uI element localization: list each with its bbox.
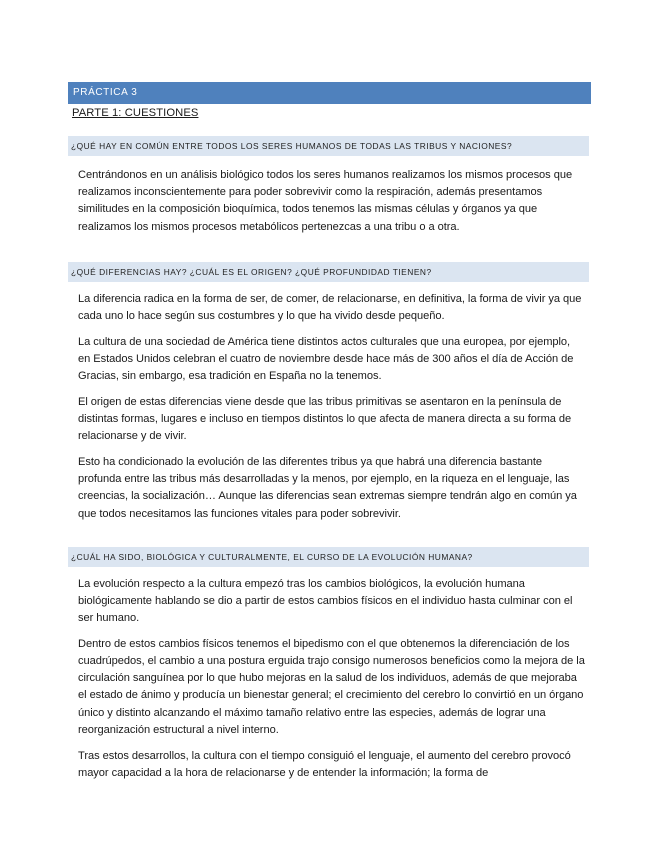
paragraph: Tras estos desarrollos, la cultura con el tiempo consiguió el lenguaje, el aumento del cerebro provocó mayor capacidad a la hora de relacionarse y de entender la información; la forma de [78, 749, 571, 779]
paragraph: La diferencia radica en la forma de ser, de comer, de relacionarse, en definitiva, la forma de vivir ya que cada uno lo hace según sus costumbres y lo que ha vivido desde pequeño. [78, 292, 582, 323]
part-title: PARTE 1: CUESTIONES [72, 107, 199, 119]
section-content [68, 567, 589, 782]
paragraph: La evolución respecto a la cultura empezó tras los cambios biológicos, la evolución humana biológicamente hablando se dio a partir de estos cambios físicos en el individuo hasta culminar con el ser humano. [78, 577, 573, 625]
paragraph: Centrándonos en un análisis biológico todos los seres humanos realizamos los mismos procesos que realizamos inconscientemente para poder sobrevivir como la respiración, además presentamos similitudes en la composición bioquímica, todos tenemos las mismas células y órganos ya que realizamos los mismos procesos metabólicos pertenezcas a una tribu o a otra. [78, 169, 573, 233]
paragraph: El origen de estas diferencias viene desde que las tribus primitivas se asentaron en la península de distintas formas, lugares e incluso en tiempos distintos lo que afecta de manera directa a su forma de relacionarse y de vivir. [78, 395, 572, 443]
question-heading: ¿QUÉ DIFERENCIAS HAY? ¿CUÁL ES EL ORIGEN? ¿QUÉ PROFUNDIDAD TIENEN? [68, 262, 589, 282]
paragraph: Esto ha condicionado la evolución de las diferentes tribus ya que habrá una diferencia bastante profunda entre las tribus más desarrolladas y la menos, por ejemplo, en la riqueza en el lenguaje, las creencias, la socialización… Aunque las diferencias sean extremas siempre tendrán algo en común ya que todos necesitamos las funciones vitales para poder sobrevivir. [78, 455, 577, 520]
section-differences [68, 262, 589, 523]
question-heading: ¿QUÉ HAY EN COMÚN ENTRE TODOS LOS SERES HUMANOS DE TODAS LAS TRIBUS Y NACIONES? [68, 136, 589, 156]
section-evolution [68, 547, 589, 782]
section-content [68, 282, 589, 523]
section-content [68, 156, 589, 236]
paragraph: La cultura de una sociedad de América tiene distintos actos culturales que una europea, por ejemplo, en Estados Unidos celebran el cuatro de noviembre desde hace más de 300 años el día de Acción de Gracias, sin embargo, esa tradición en España no la tenemos. [78, 335, 574, 383]
practice-header [68, 82, 591, 104]
question-heading: ¿CUÁL HA SIDO, BIOLÓGICA Y CULTURALMENTE, EL CURSO DE LA EVOLUCIÓN HUMANA? [68, 547, 589, 567]
section-common [68, 136, 589, 236]
paragraph: Dentro de estos cambios físicos tenemos el bipedismo con el que obtenemos la diferenciación de los cuadrúpedos, el cambio a una postura erguida trajo consigo numerosos beneficios como la mejora de la circulación sanguínea por lo que hubo mejoras en la salud de los individuos, además de que mejoraba el estado de ánimo y producía un bienestar general; el crecimiento del cerebro lo convirtió en un órgano único y distinto alcanzando el máximo tamaño relativo entre las especies, además de lograr una reorganización estructural a nivel interno. [78, 637, 585, 736]
practice-label: PRÁCTICA 3 [73, 87, 138, 98]
